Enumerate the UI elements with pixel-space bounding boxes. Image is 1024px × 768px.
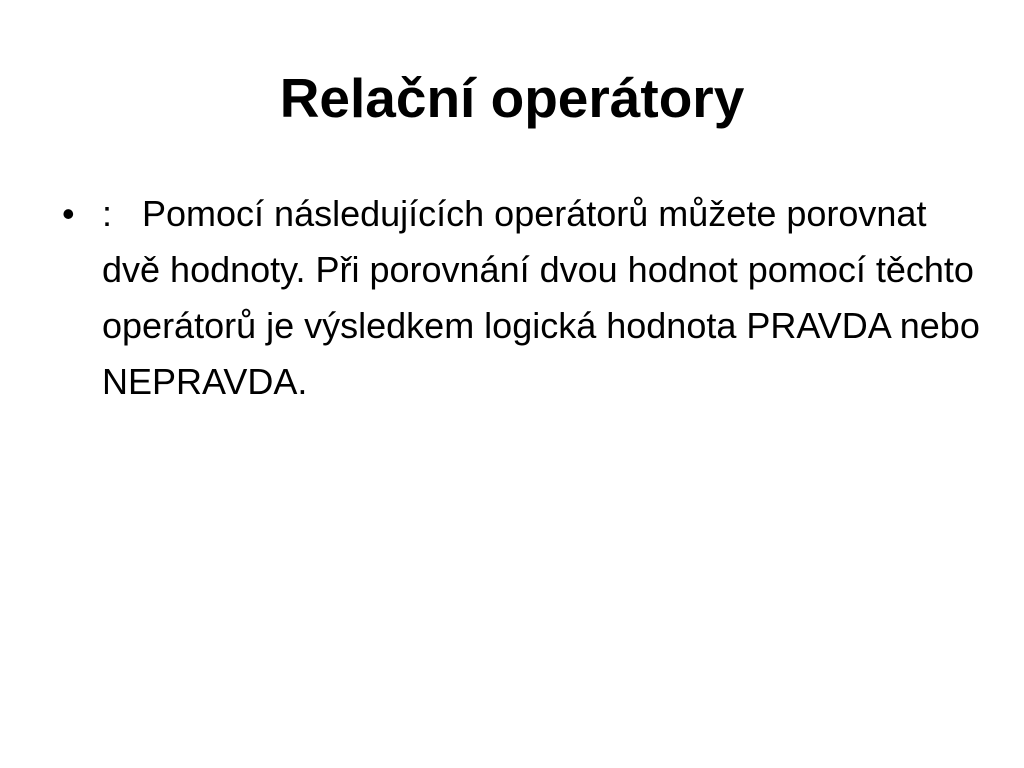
bullet-marker-icon: •	[62, 193, 75, 234]
bullet-list	[60, 186, 990, 410]
slide-title: Relační operátory	[279, 67, 745, 129]
bullet-text: : Pomocí následujících operátorů můžete porovnat dvě hodnoty. Při porovnání dvou hodnot pomocí těchto operátorů je výsledkem logická hodnota PRAVDA nebo NEPRAVDA.	[102, 193, 990, 402]
bullet-item	[60, 186, 990, 410]
